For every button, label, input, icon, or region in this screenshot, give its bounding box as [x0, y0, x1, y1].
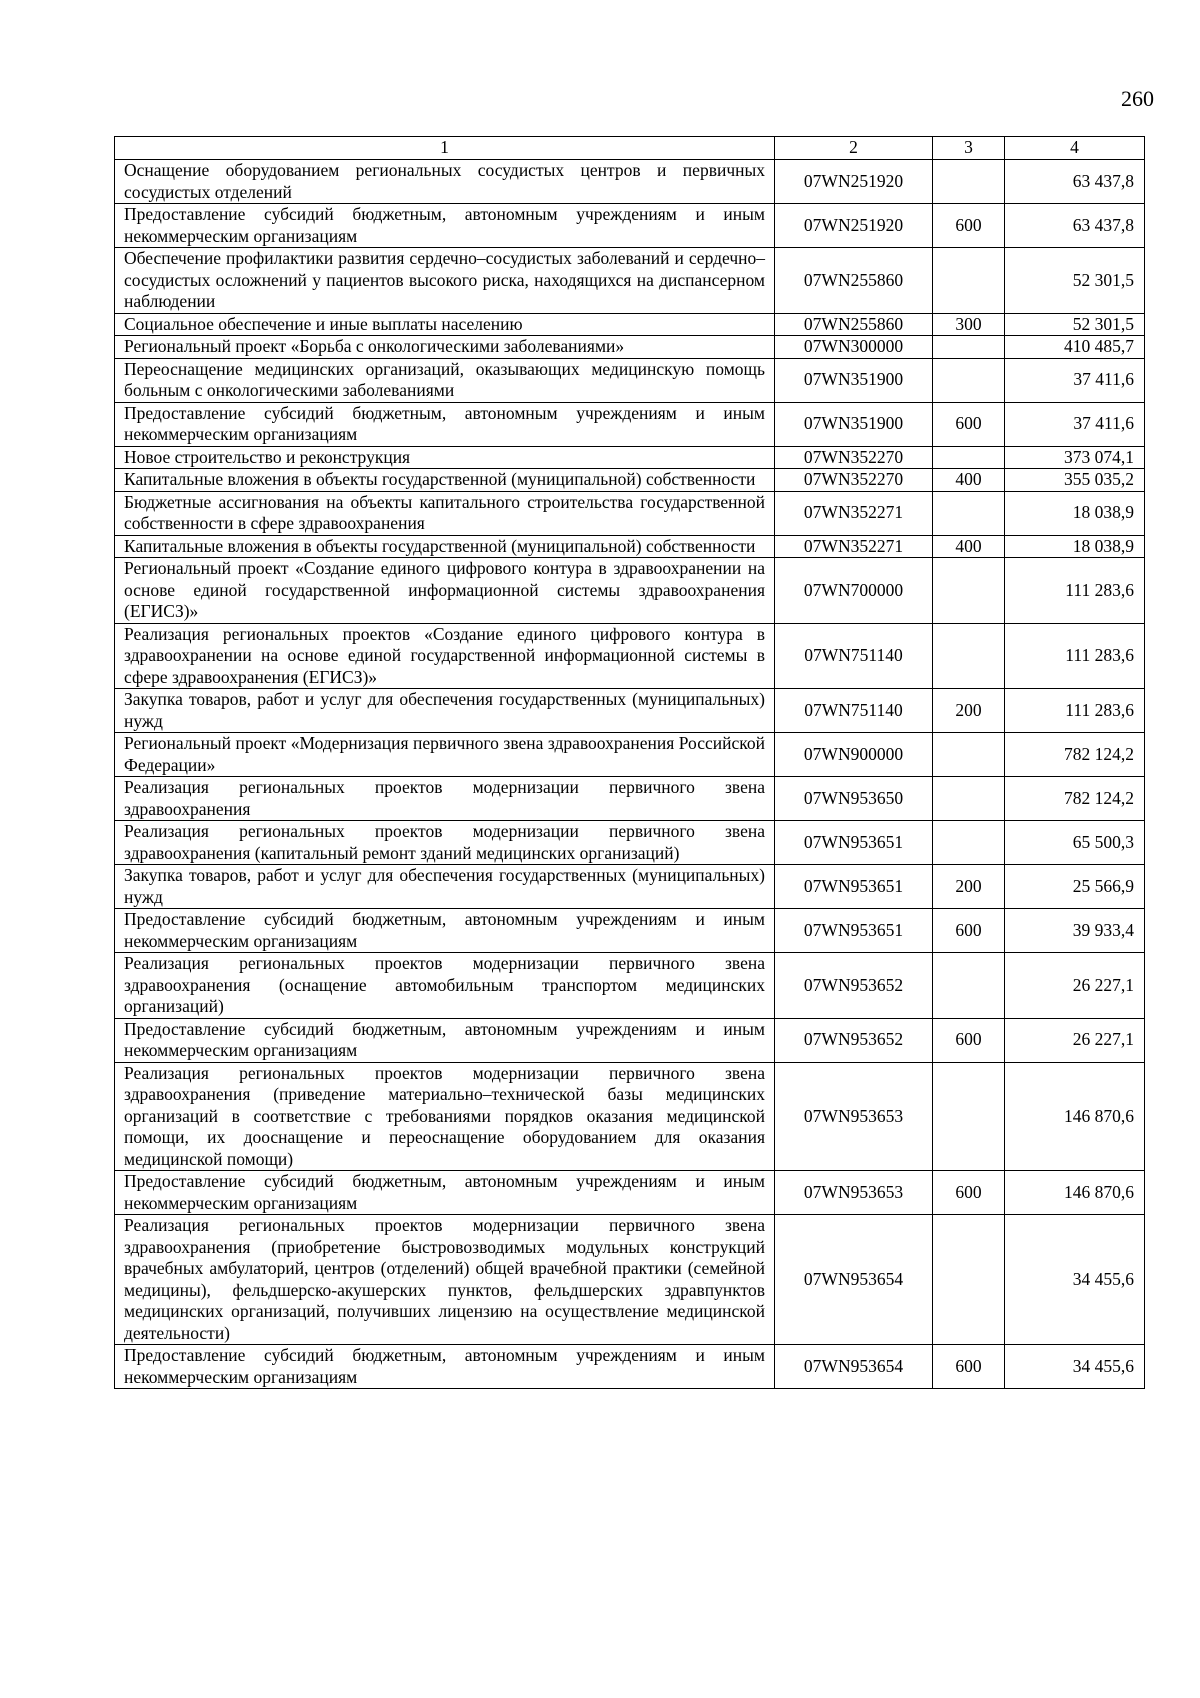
row-name-cell: Закупка товаров, работ и услуг для обеспечения государственных (муниципальных) нужд: [115, 689, 775, 733]
row-name-cell: Предоставление субсидий бюджетным, автономным учреждениям и иным некоммерческим организациям: [115, 204, 775, 248]
row-code-cell: 07WN953652: [775, 1018, 933, 1062]
row-type-cell: [933, 558, 1005, 624]
column-header-type: 3: [933, 137, 1005, 160]
row-type-cell: 600: [933, 909, 1005, 953]
row-type-cell: 600: [933, 1171, 1005, 1215]
table-row: [115, 1171, 1145, 1215]
table-row: [115, 204, 1145, 248]
table-row: [115, 1345, 1145, 1389]
row-code-cell: 07WN953653: [775, 1062, 933, 1171]
row-name-cell: Бюджетные ассигнования на объекты капитального строительства государственной собственности в сфере здравоохранения: [115, 491, 775, 535]
row-type-cell: [933, 733, 1005, 777]
table-body: [115, 160, 1145, 1389]
row-sum-cell: 39 933,4: [1005, 909, 1145, 953]
row-type-cell: [933, 248, 1005, 314]
page-number: 260: [1121, 86, 1154, 111]
row-code-cell: 07WN751140: [775, 689, 933, 733]
row-type-cell: 600: [933, 1018, 1005, 1062]
row-code-cell: 07WN953652: [775, 953, 933, 1019]
row-sum-cell: 63 437,8: [1005, 160, 1145, 204]
row-name-cell: Социальное обеспечение и иные выплаты населению: [115, 313, 775, 336]
row-name-cell: Реализация региональных проектов модернизации первичного звена здравоохранения (капитальный ремонт зданий медицинских организаций): [115, 821, 775, 865]
row-type-cell: [933, 336, 1005, 359]
row-sum-cell: 146 870,6: [1005, 1062, 1145, 1171]
row-sum-cell: 782 124,2: [1005, 777, 1145, 821]
row-type-cell: [933, 953, 1005, 1019]
row-code-cell: 07WN351900: [775, 402, 933, 446]
row-name-cell: Реализация региональных проектов модернизации первичного звена здравоохранения (приобретение быстровозводимых модульных конструкций врачебных амбулаторий, центров (отделений) общей врачебной практики (семейной медицины), фельдшерско-акушерских пунктов, фельдшерских здравпунктов медицинских организаций, получивших лицензию на осуществление медицинской деятельности): [115, 1215, 775, 1345]
row-code-cell: 07WN953651: [775, 909, 933, 953]
budget-table: [114, 136, 1145, 1389]
row-code-cell: 07WN352271: [775, 535, 933, 558]
row-name-cell: Реализация региональных проектов модернизации первичного звена здравоохранения: [115, 777, 775, 821]
row-name-cell: Предоставление субсидий бюджетным, автономным учреждениям и иным некоммерческим организациям: [115, 909, 775, 953]
row-sum-cell: 37 411,6: [1005, 402, 1145, 446]
table-row: [115, 402, 1145, 446]
row-type-cell: [933, 358, 1005, 402]
row-code-cell: 07WN251920: [775, 160, 933, 204]
row-sum-cell: 52 301,5: [1005, 313, 1145, 336]
row-name-cell: Реализация региональных проектов модернизации первичного звена здравоохранения (оснащение автомобильным транспортом медицинских организаций): [115, 953, 775, 1019]
row-type-cell: [933, 1062, 1005, 1171]
row-name-cell: Предоставление субсидий бюджетным, автономным учреждениям и иным некоммерческим организациям: [115, 1018, 775, 1062]
row-type-cell: 600: [933, 204, 1005, 248]
row-sum-cell: 373 074,1: [1005, 446, 1145, 469]
table-row: [115, 313, 1145, 336]
column-header-code: 2: [775, 137, 933, 160]
row-code-cell: 07WN251920: [775, 204, 933, 248]
table-row: [115, 623, 1145, 689]
row-name-cell: Обеспечение профилактики развития сердечно–сосудистых заболеваний и сердечно–сосудистых осложнений у пациентов высокого риска, находящихся на диспансерном наблюдении: [115, 248, 775, 314]
table-row: [115, 469, 1145, 492]
table-row: [115, 160, 1145, 204]
row-sum-cell: 63 437,8: [1005, 204, 1145, 248]
row-code-cell: 07WN255860: [775, 248, 933, 314]
table-row: [115, 336, 1145, 359]
row-code-cell: 07WN953653: [775, 1171, 933, 1215]
table-header-row: [115, 137, 1145, 160]
row-type-cell: [933, 1215, 1005, 1345]
row-sum-cell: 37 411,6: [1005, 358, 1145, 402]
row-code-cell: 07WN352270: [775, 446, 933, 469]
row-sum-cell: 34 455,6: [1005, 1215, 1145, 1345]
row-type-cell: [933, 160, 1005, 204]
row-sum-cell: 52 301,5: [1005, 248, 1145, 314]
row-code-cell: 07WN900000: [775, 733, 933, 777]
column-header-sum: 4: [1005, 137, 1145, 160]
table-row: [115, 446, 1145, 469]
row-name-cell: Региональный проект «Борьба с онкологическими заболеваниями»: [115, 336, 775, 359]
table-header: [115, 137, 1145, 160]
row-sum-cell: 26 227,1: [1005, 1018, 1145, 1062]
row-name-cell: Капитальные вложения в объекты государственной (муниципальной) собственности: [115, 535, 775, 558]
table-row: [115, 865, 1145, 909]
row-type-cell: 400: [933, 469, 1005, 492]
row-code-cell: 07WN953651: [775, 865, 933, 909]
row-sum-cell: 18 038,9: [1005, 535, 1145, 558]
row-code-cell: 07WN351900: [775, 358, 933, 402]
row-sum-cell: 111 283,6: [1005, 558, 1145, 624]
table-row: [115, 558, 1145, 624]
row-code-cell: 07WN352270: [775, 469, 933, 492]
row-type-cell: [933, 821, 1005, 865]
table-row: [115, 689, 1145, 733]
row-sum-cell: 34 455,6: [1005, 1345, 1145, 1389]
row-type-cell: 600: [933, 1345, 1005, 1389]
row-name-cell: Региональный проект «Создание единого цифрового контура в здравоохранении на основе единой государственной информационной системы здравоохранения (ЕГИСЗ)»: [115, 558, 775, 624]
row-sum-cell: 410 485,7: [1005, 336, 1145, 359]
row-type-cell: [933, 777, 1005, 821]
table-row: [115, 953, 1145, 1019]
table-row: [115, 491, 1145, 535]
table-row: [115, 777, 1145, 821]
row-name-cell: Региональный проект «Модернизация первичного звена здравоохранения Российской Федерации»: [115, 733, 775, 777]
row-type-cell: 200: [933, 689, 1005, 733]
row-name-cell: Реализация региональных проектов модернизации первичного звена здравоохранения (приведение материально–технической базы медицинских организаций в соответствие с требованиями порядков оказания медицинской помощи, их дооснащение и переоснащение оборудованием для оказания медицинской помощи): [115, 1062, 775, 1171]
table-row: [115, 1018, 1145, 1062]
row-sum-cell: 111 283,6: [1005, 623, 1145, 689]
row-name-cell: Реализация региональных проектов «Создание единого цифрового контура в здравоохранении на основе единой государственной информационной системы в сфере здравоохранения (ЕГИСЗ)»: [115, 623, 775, 689]
row-type-cell: 200: [933, 865, 1005, 909]
column-header-name: 1: [115, 137, 775, 160]
row-type-cell: [933, 446, 1005, 469]
row-type-cell: [933, 491, 1005, 535]
row-code-cell: 07WN352271: [775, 491, 933, 535]
row-code-cell: 07WN953654: [775, 1215, 933, 1345]
row-sum-cell: 65 500,3: [1005, 821, 1145, 865]
table-row: [115, 358, 1145, 402]
row-name-cell: Новое строительство и реконструкция: [115, 446, 775, 469]
row-name-cell: Предоставление субсидий бюджетным, автономным учреждениям и иным некоммерческим организациям: [115, 1345, 775, 1389]
row-sum-cell: 25 566,9: [1005, 865, 1145, 909]
table-row: [115, 733, 1145, 777]
row-name-cell: Закупка товаров, работ и услуг для обеспечения государственных (муниципальных) нужд: [115, 865, 775, 909]
row-code-cell: 07WN953650: [775, 777, 933, 821]
row-type-cell: [933, 623, 1005, 689]
table-row: [115, 1062, 1145, 1171]
row-sum-cell: 111 283,6: [1005, 689, 1145, 733]
row-code-cell: 07WN255860: [775, 313, 933, 336]
row-sum-cell: 355 035,2: [1005, 469, 1145, 492]
row-code-cell: 07WN300000: [775, 336, 933, 359]
table-row: [115, 1215, 1145, 1345]
row-code-cell: 07WN751140: [775, 623, 933, 689]
row-sum-cell: 146 870,6: [1005, 1171, 1145, 1215]
row-name-cell: Переоснащение медицинских организаций, оказывающих медицинскую помощь больным с онкологическими заболеваниями: [115, 358, 775, 402]
row-code-cell: 07WN953654: [775, 1345, 933, 1389]
row-sum-cell: 26 227,1: [1005, 953, 1145, 1019]
row-sum-cell: 18 038,9: [1005, 491, 1145, 535]
table-row: [115, 909, 1145, 953]
row-name-cell: Оснащение оборудованием региональных сосудистых центров и первичных сосудистых отделений: [115, 160, 775, 204]
row-name-cell: Капитальные вложения в объекты государственной (муниципальной) собственности: [115, 469, 775, 492]
row-code-cell: 07WN953651: [775, 821, 933, 865]
row-name-cell: Предоставление субсидий бюджетным, автономным учреждениям и иным некоммерческим организациям: [115, 1171, 775, 1215]
table-row: [115, 535, 1145, 558]
row-code-cell: 07WN700000: [775, 558, 933, 624]
table-row: [115, 248, 1145, 314]
row-type-cell: 600: [933, 402, 1005, 446]
row-name-cell: Предоставление субсидий бюджетным, автономным учреждениям и иным некоммерческим организациям: [115, 402, 775, 446]
row-type-cell: 300: [933, 313, 1005, 336]
table-row: [115, 821, 1145, 865]
row-sum-cell: 782 124,2: [1005, 733, 1145, 777]
row-type-cell: 400: [933, 535, 1005, 558]
